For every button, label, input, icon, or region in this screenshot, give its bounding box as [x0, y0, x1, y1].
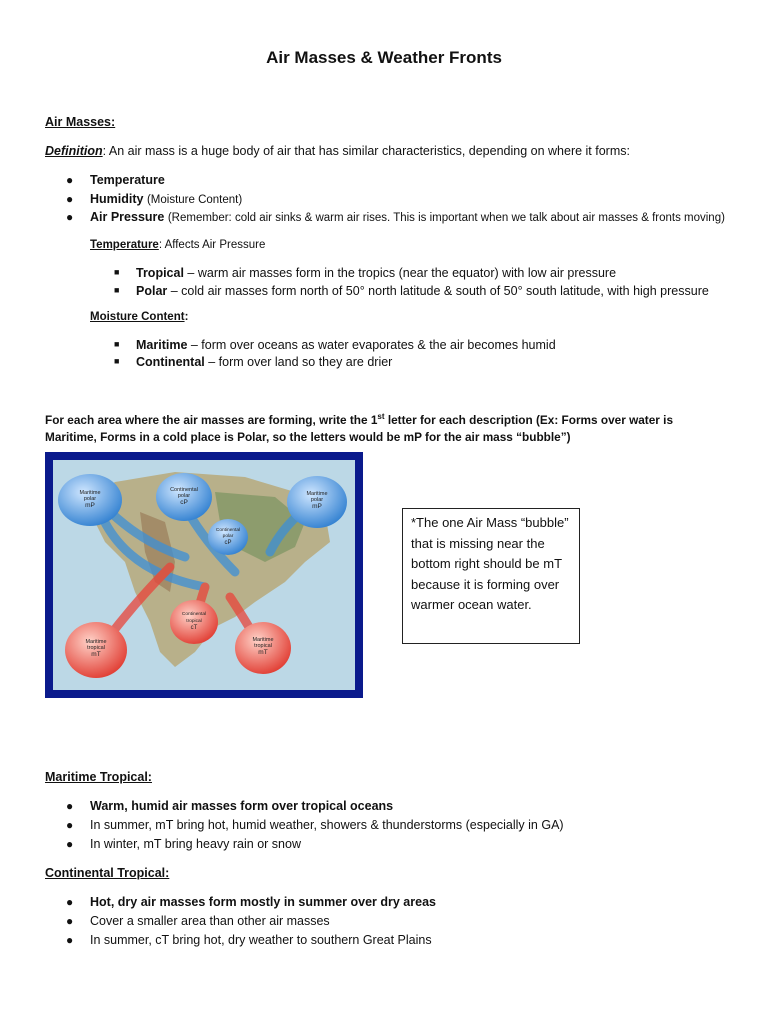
mt-item: ● In winter, mT bring heavy rain or snow: [66, 837, 301, 851]
svg-text:Maritime: Maritime: [79, 490, 101, 496]
svg-text:Continental: Continental: [215, 528, 241, 533]
bubble-continental-polar-central: [208, 519, 248, 555]
svg-text:polar: polar: [83, 496, 97, 502]
svg-text:mP: mP: [312, 503, 322, 510]
mt-item: ● Warm, humid air masses form over tropical oceans: [66, 799, 394, 813]
air-masses-heading: Air Masses:: [45, 115, 116, 129]
definition-term: Definition: [45, 144, 103, 158]
svg-text:tropical: tropical: [87, 645, 105, 651]
svg-text:polar: polar: [310, 497, 324, 503]
map-graphic: [45, 452, 363, 698]
svg-text:Maritime: Maritime: [85, 639, 107, 645]
svg-text:mT: mT: [91, 651, 101, 658]
bullet-icon: ●: [66, 173, 74, 187]
characteristic-item: ● Humidity (Moisture Content): [66, 192, 243, 206]
ct-item: ● In summer, cT bring hot, dry weather to southern Great Plains: [66, 933, 432, 947]
air-mass-map: [45, 452, 363, 698]
svg-text:Continental: Continental: [170, 487, 198, 493]
answer-note-box: *The one Air Mass “bubble” that is missing near the bottom right should be mT because it is forming over warmer ocean water.: [402, 508, 580, 644]
instruction-text: For each area where the air masses are forming, write the 1st letter for each description (Ex: Forms over water is Maritime, Forms in a cold place is Polar, so the letters would be mP for the air mass “bubble”): [45, 412, 674, 444]
temperature-item: ■ Tropical – warm air masses form in the tropics (near the equator) with low air pressure: [114, 266, 617, 280]
bubble-continental-polar-north: [156, 473, 212, 521]
svg-text:cT: cT: [190, 625, 198, 631]
svg-text:Maritime: Maritime: [252, 637, 274, 643]
bullet-icon: ●: [66, 192, 74, 206]
bubble-maritime-tropical-pacific: [65, 622, 127, 678]
svg-text:mP: mP: [85, 502, 95, 509]
mt-item: ● In summer, mT bring hot, humid weather, showers & thunderstorms (especially in GA): [66, 818, 564, 832]
characteristic-item: ● Air Pressure (Remember: cold air sinks & warm air rises. This is important when we talk about air masses & fronts moving): [66, 210, 725, 224]
ct-item: ● Cover a smaller area than other air masses: [66, 914, 330, 928]
bullet-icon: ●: [66, 837, 74, 851]
svg-text:cP: cP: [224, 540, 232, 546]
svg-text:polar: polar: [177, 493, 191, 499]
bullet-icon: ●: [66, 895, 74, 909]
definition-text: : An air mass is a huge body of air that has similar characteristics, depending on where it forms:: [102, 144, 630, 158]
bullet-icon: ●: [66, 799, 74, 813]
svg-text:tropical: tropical: [186, 619, 202, 624]
definition-line: [45, 144, 630, 158]
svg-text:tropical: tropical: [254, 643, 272, 649]
maritime-tropical-heading: Maritime Tropical:: [45, 770, 152, 784]
svg-text:Continental: Continental: [181, 612, 207, 617]
square-bullet-icon: ■: [114, 267, 120, 277]
bullet-icon: ●: [66, 933, 74, 947]
bullet-icon: ●: [66, 818, 74, 832]
ct-item: ● Hot, dry air masses form mostly in summer over dry areas: [66, 895, 436, 909]
moisture-item: ■ Maritime – form over oceans as water evaporates & the air becomes humid: [114, 338, 556, 352]
svg-text:mT: mT: [258, 649, 268, 656]
characteristic-item: ● Temperature: [66, 173, 165, 187]
page-title: Air Masses & Weather Fronts: [266, 48, 502, 67]
moisture-item: ■ Continental – form over land so they are drier: [114, 355, 393, 369]
bubble-continental-tropical: [170, 600, 218, 644]
square-bullet-icon: ■: [114, 285, 120, 295]
square-bullet-icon: ■: [114, 356, 120, 366]
bubble-maritime-polar-east: [287, 476, 347, 528]
svg-text:Maritime: Maritime: [306, 491, 328, 497]
square-bullet-icon: ■: [114, 339, 120, 349]
svg-text:cP: cP: [180, 499, 188, 506]
bubble-maritime-tropical-gulf: [235, 622, 291, 674]
bullet-icon: ●: [66, 210, 74, 224]
bullet-icon: ●: [66, 914, 74, 928]
continental-tropical-heading: Continental Tropical:: [45, 866, 170, 880]
moisture-subheading: Moisture Content:: [90, 311, 189, 323]
temperature-item: ■ Polar – cold air masses form north of 50° north latitude & south of 50° south latitude, with high pressure: [114, 284, 709, 298]
bubble-maritime-polar-west: [58, 474, 122, 526]
temperature-subheading: Temperature: Affects Air Pressure: [90, 239, 266, 251]
svg-text:polar: polar: [222, 534, 234, 539]
